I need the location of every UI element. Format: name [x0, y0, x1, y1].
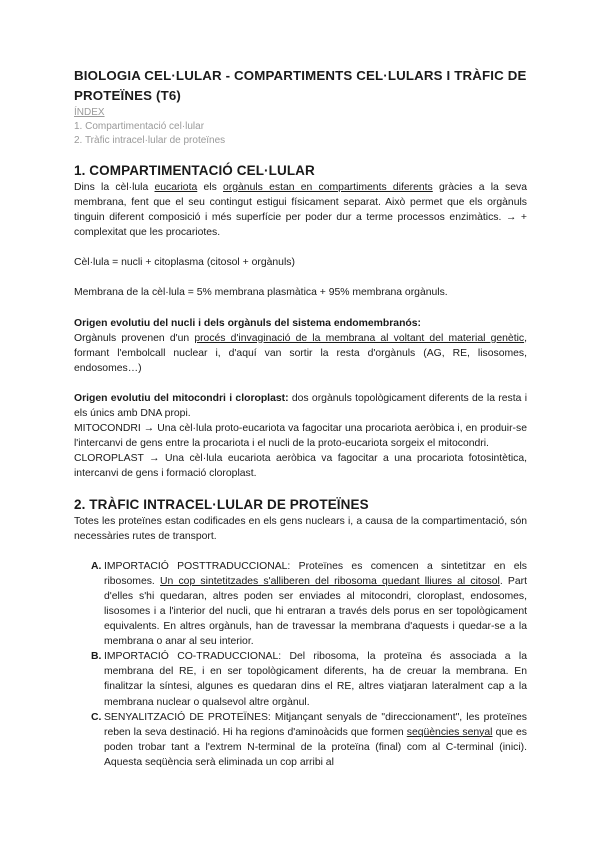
- text-run: Dins la cèl·lula: [74, 182, 155, 193]
- mitocondri-text: MITOCONDRI → Una cèl·lula proto-eucariota va fagocitar una procariota aeròbica i, en produir-se l'intercanvi de gens entre la procariota i el nucli de la proto-eucariota sorgeix el mitocondri.: [74, 423, 527, 450]
- list-marker: C.: [91, 711, 102, 723]
- underlined-term: seqüències senyal: [406, 726, 493, 738]
- text-run: , formant l'embolcall nuclear i, d'aquí van sortir la resta d'orgànuls (AG, RE, lisosomes, endosomes…): [74, 332, 527, 374]
- cloroplast-text: CLOROPLAST → Una cèl·lula eucariota aeròbica va fagocitar a una procariota fotosintètica, intercanvi de gens i formació cloroplast.: [74, 453, 527, 480]
- text-run: que es poden trobar tant a l'extrem N-terminal de la proteïna (final) com al C-terminal (inici). Aquesta seqüència serà eliminada un cop arribi al: [104, 726, 527, 768]
- text-run: Orgànuls provenen d'un: [74, 332, 195, 344]
- transport-list: [74, 559, 527, 770]
- origin-nucleus-text: [74, 331, 527, 376]
- list-marker: B.: [91, 651, 102, 663]
- underlined-term: orgànuls estan en compartiments diferents: [223, 182, 433, 193]
- list-item: [74, 710, 527, 770]
- membrane-formula: Membrana de la cèl·lula = 5% membrana plasmàtica + 95% membrana orgànuls.: [74, 287, 448, 299]
- section-heading-trafic: 2. TRÀFIC INTRACEL·LULAR DE PROTEÏNES: [74, 496, 369, 512]
- text-run: dos orgànuls topològicament diferents de la resta i els únics amb DNA propi.: [74, 392, 528, 420]
- section2-intro: Totes les proteïnes estan codificades en els gens nuclears i, a causa de la compartimentació, són necessàries rutes de transport.: [74, 515, 527, 542]
- text-run: IMPORTACIÓ CO-TRADUCCIONAL: Del ribosoma, la proteïna és associada a la membrana del RE, i en ser topològicament diferents, ha de creuar la membrana. En finalitzar la síntesi, algunes es quedaran dins el RE, altres viatjaran lateralment cap a la membrana nuclear o qualsevol altre orgànul.: [104, 651, 527, 708]
- underlined-term: procés d'invaginació de la membrana al voltant del material genètic: [194, 332, 525, 344]
- index-block: [74, 106, 527, 148]
- underlined-term: eucariota: [154, 182, 198, 193]
- index-item[interactable]: 1. Compartimentació cel·lular: [74, 121, 205, 132]
- text-run: SENYALITZACIÓ DE PROTEÏNES: Mitjançant senyals de "direccionament", les proteïnes reben la seva destinació. Hi ha regions d'aminoàcids que formen: [104, 711, 527, 738]
- list-item: [74, 559, 527, 650]
- origin-mito-paragraph: [74, 391, 527, 421]
- origin-mito-heading: Origen evolutiu del mitocondri i cloroplast:: [74, 392, 289, 404]
- text-run: gràcies a la seva membrana, fent que el seu contingut estigui físicament separat. Això permet que els orgànuls tinguin diferent composició i més superfície per poder dur a terme processos enzimàtics. → + complexitat que les procariotes.: [74, 182, 528, 239]
- text-run: els: [197, 182, 223, 193]
- section-heading-compartimentacio: 1. COMPARTIMENTACIÓ CEL·LULAR: [74, 163, 315, 178]
- index-heading[interactable]: ÍNDEX: [74, 107, 105, 118]
- origin-nucleus-heading: Origen evolutiu del nucli i dels orgànuls del sistema endomembranós:: [74, 317, 422, 329]
- list-marker: A.: [91, 560, 102, 572]
- section1-intro: [74, 180, 527, 240]
- index-item[interactable]: 2. Tràfic intracel·lular de proteïnes: [74, 135, 226, 146]
- underlined-term: Un cop sintetitzades s'alliberen del ribosoma quedant lliures al citosol: [160, 575, 500, 587]
- document-title: BIOLOGIA CEL·LULAR - COMPARTIMENTS CEL·LULARS I TRÀFIC DE PROTEÏNES (T6): [74, 68, 527, 103]
- text-run: IMPORTACIÓ POSTTRADUCCIONAL: Proteïnes es comencen a sintetitzar en els ribosomes.: [104, 560, 527, 587]
- document-page: [74, 66, 527, 770]
- list-item: [74, 649, 527, 709]
- cell-formula: Cèl·lula = nucli + citoplasma (citosol + orgànuls): [74, 257, 295, 269]
- text-run: . Part d'elles s'hi quedaran, altres poden ser enviades al mitocondri, cloroplast, endosomes, lisosomes i a l'interior del nucli, que hi entraran a través dels porus en ser topològicament equivalents. En altres orgànuls, han de travessar la membrana d'aquests i quedar-se a la membrana o anar al seu interior.: [104, 575, 527, 648]
